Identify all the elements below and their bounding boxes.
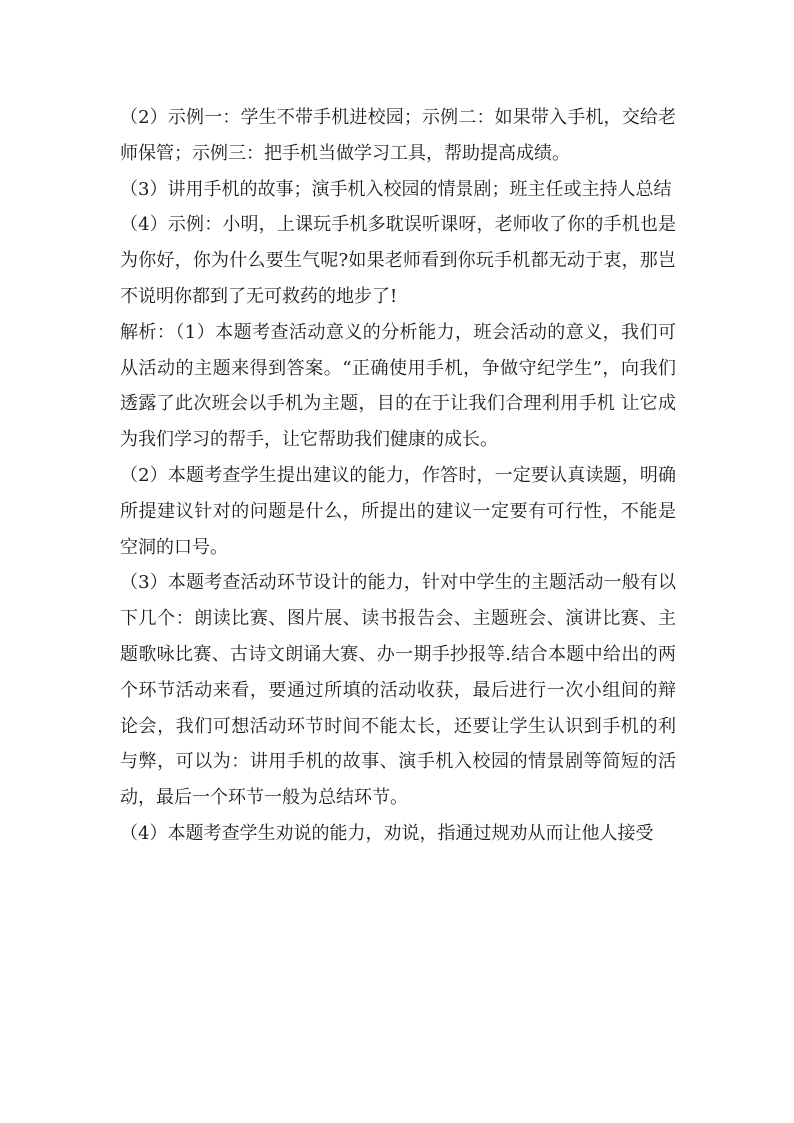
- answer-4-paragraph: （4）示例：小明，上课玩手机多耽误听课呀，老师收了你的手机也是为你好，你为什么要生气呢?如果老师看到你玩手机都无动于衷，那岂不说明你都到了无可救药的地步了!: [120, 214, 676, 307]
- analysis-3-paragraph: （3）本题考查活动环节设计的能力，针对中学生的主题活动一般有以下几个：朗读比赛、图片展、读书报告会、主题班会、演讲比赛、主题歌咏比赛、古诗文朗诵大赛、办一期手抄报等.结合本题中给出的两个环节活动来看，要通过所填的活动收获，最后进行一次小组间的辩论会，我们可想活动环节时间不能太长，还要让学生认识到手机的利与弊，可以为：讲用手机的故事、演手机入校园的情景剧等简短的活动，最后一个环节一般为总结环节。: [120, 572, 676, 809]
- analysis-1-paragraph: 解析：（1）本题考查活动意义的分析能力，班会活动的意义，我们可从活动的主题来得到答案。“正确使用手机，争做守纪学生”，向我们透露了此次班会以手机为主题，目的在于让我们合理利用手机 让它成为我们学习的帮手，让它帮助我们健康的成长。: [120, 321, 676, 451]
- answer-2-paragraph: （2）示例一：学生不带手机进校园；示例二：如果带入手机，交给老师保管；示例三：把手机当做学习工具，帮助提高成绩。: [120, 107, 676, 164]
- answer-3-paragraph: （3）讲用手机的故事；演手机入校园的情景剧；班主任或主持人总结: [120, 178, 672, 200]
- analysis-2-paragraph: （2）本题考查学生提出建议的能力，作答时，一定要认真读题，明确所提建议针对的问题是什么，所提出的建议一定要有可行性，不能是空洞的口号。: [120, 464, 676, 558]
- analysis-4-paragraph: （4）本题考查学生劝说的能力，劝说，指通过规劝从而让他人接受: [120, 822, 654, 844]
- document-page: [120, 100, 676, 852]
